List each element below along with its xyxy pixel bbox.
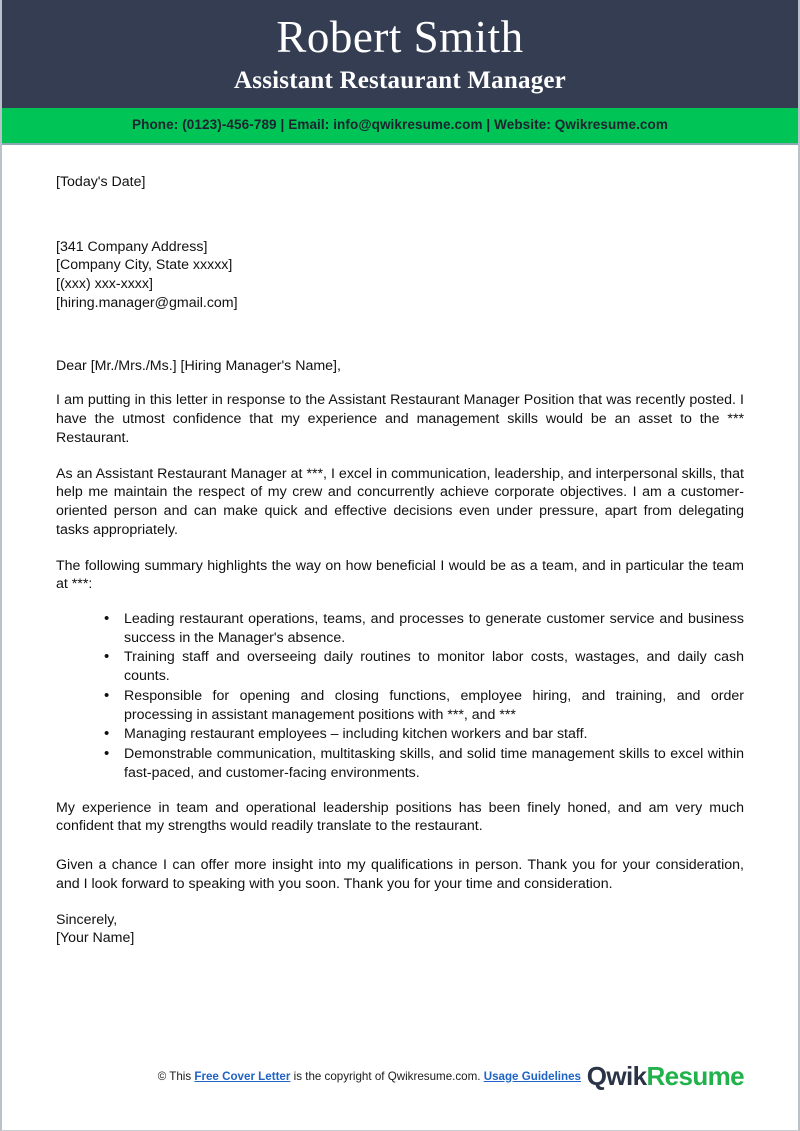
- copyright-notice: [56, 1070, 587, 1083]
- salutation: Dear [Mr./Mrs./Ms.] [Hiring Manager's Name],: [56, 357, 341, 374]
- body-paragraph-5: Given a chance I can offer more insight into my qualifications in person. Thank you for your consideration, and I look forward to speaking with you soon. Thank you for your time and consideration.: [56, 857, 744, 892]
- body-paragraph-2: As an Assistant Restaurant Manager at ***, I excel in communication, leadership, and interpersonal skills, that help me maintain the respect of my crew and concurrently achieve corporate objectives. I am a customer-oriented person and can make quick and effective decisions even under pressure, apart from delegating tasks appropriately.: [56, 465, 744, 538]
- recipient-email-line: [hiring.manager@gmail.com]: [56, 294, 238, 311]
- copyright-prefix: © This: [157, 1069, 195, 1083]
- page-footer: [2, 1052, 798, 1100]
- letter-date: [Today's Date]: [56, 174, 146, 190]
- signoff-block: [56, 911, 744, 948]
- letter-body: [2, 145, 798, 948]
- body-paragraph-4: My experience in team and operational leadership positions has been finely honed, and am very much confident that my strengths would readily translate to the restaurant.: [56, 799, 744, 835]
- qwikresume-logo[interactable]: [587, 1061, 744, 1092]
- recipient-phone-line: [(xxx) xxx-xxxx]: [56, 276, 153, 293]
- list-item: • Training staff and overseeing daily routines to monitor labor costs, wastages, and daily cash counts.: [104, 648, 744, 685]
- highlights-list: [56, 610, 744, 783]
- contact-line: Phone: (0123)-456-789 | Email: info@qwikresume.com | Website: Qwikresume.com: [132, 117, 668, 132]
- recipient-city-line: [Company City, State xxxxx]: [56, 257, 233, 274]
- body-paragraph-1: I am putting in this letter in response to the Assistant Restaurant Manager Position that was recently posted. I have the utmost confidence that my experience and management skills would be an asset to the *** Restaurant.: [56, 392, 744, 446]
- body-paragraph-3: The following summary highlights the way on how beneficial I would be as a team, and in particular the team at ***:: [56, 557, 744, 593]
- candidate-name: Robert Smith: [276, 12, 524, 62]
- copyright-middle: is the copyright of Qwikresume.com.: [290, 1069, 484, 1083]
- signoff-closing: Sincerely,: [56, 911, 118, 928]
- brand-name-part-two: Resume: [646, 1060, 744, 1091]
- recipient-address-block: [56, 238, 744, 313]
- free-cover-letter-link[interactable]: Free Cover Letter: [194, 1069, 291, 1083]
- usage-guidelines-link[interactable]: Usage Guidelines: [483, 1069, 581, 1083]
- candidate-job-title: Assistant Restaurant Manager: [234, 67, 566, 95]
- signoff-name: [Your Name]: [56, 930, 135, 947]
- contact-band: [2, 108, 798, 145]
- list-item: • Responsible for opening and closing functions, employee hiring, and training, and order processing in assistant management positions with ***, and ***: [104, 687, 744, 724]
- list-item: • Leading restaurant operations, teams, and processes to generate customer service and business success in the Manager's absence.: [104, 610, 744, 647]
- header-band: [2, 0, 798, 108]
- list-item: • Managing restaurant employees – including kitchen workers and bar staff.: [104, 725, 744, 744]
- recipient-address-line: [341 Company Address]: [56, 238, 208, 255]
- list-item: • Demonstrable communication, multitasking skills, and solid time management skills to excel within fast-paced, and customer-facing environments.: [104, 745, 744, 782]
- brand-name-part-one: Qwik: [586, 1060, 647, 1091]
